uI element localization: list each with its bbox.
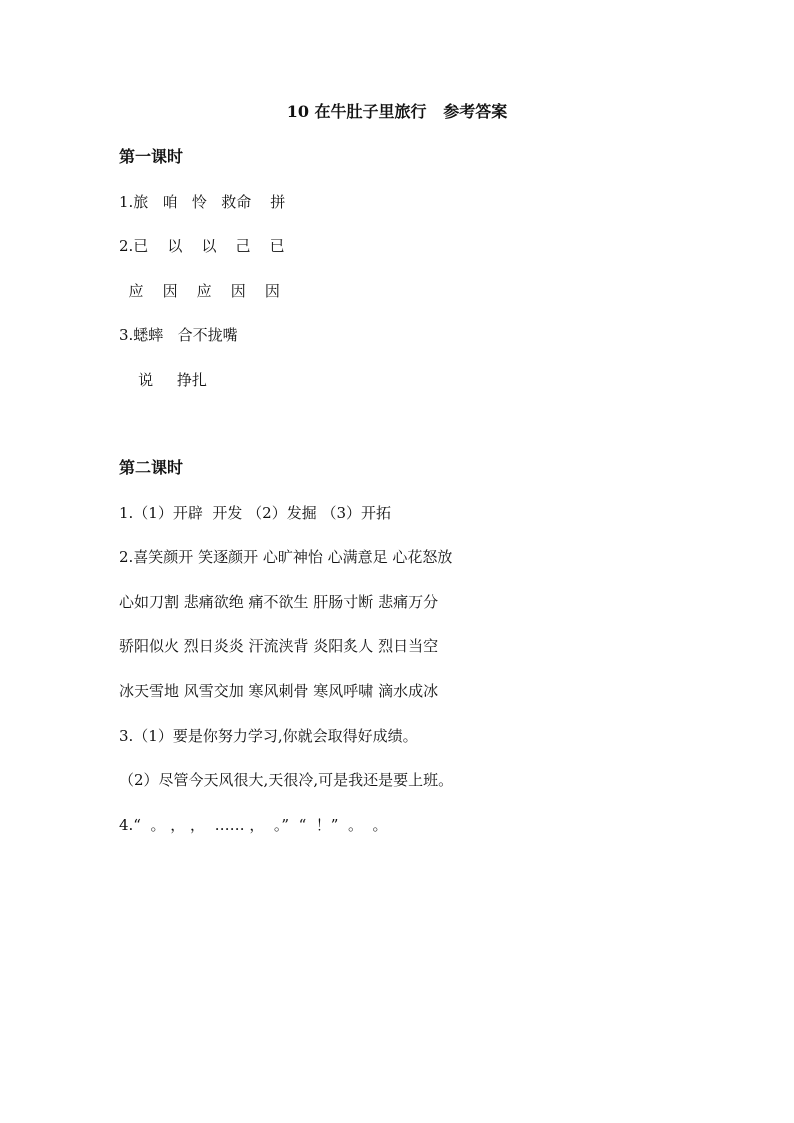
answer-line: 3.蟋蟀 合不拢嘴 [119, 326, 238, 344]
answer-line: 说 挣扎 [119, 371, 207, 389]
answer-line: 骄阳似火 烈日炎炎 汗流浃背 炎阳炙人 烈日当空 [119, 637, 439, 655]
section-heading-lesson-2: 第二课时 [119, 458, 184, 477]
section-heading-lesson-1: 第一课时 [119, 147, 184, 166]
answer-line: 1.旅 咱 怜 救命 拼 [119, 193, 286, 211]
answer-line: 2.已 以 以 己 已 [119, 237, 285, 255]
answer-line: 冰天雪地 风雪交加 寒风刺骨 寒风呼啸 滴水成冰 [119, 682, 439, 700]
answer-line: 应 因 应 因 因 [119, 282, 280, 300]
answer-line: 2.喜笑颜开 笑逐颜开 心旷神怡 心满意足 心花怒放 [119, 548, 453, 566]
answer-line: 心如刀割 悲痛欲绝 痛不欲生 肝肠寸断 悲痛万分 [119, 593, 439, 611]
document-title: 10 在牛肚子里旅行 参考答案 [286, 102, 508, 121]
answer-line: 3.（1）要是你努力学习,你就会取得好成绩。 [119, 727, 418, 745]
answer-line: （2）尽管今天风很大,天很冷,可是我还是要上班。 [119, 771, 454, 789]
answer-line: 1.（1）开辟 开发 （2）发掘 （3）开拓 [119, 504, 392, 522]
answer-line: 4.“ 。 ， ， …… ， 。” “ ！” 。 。 [119, 816, 388, 834]
